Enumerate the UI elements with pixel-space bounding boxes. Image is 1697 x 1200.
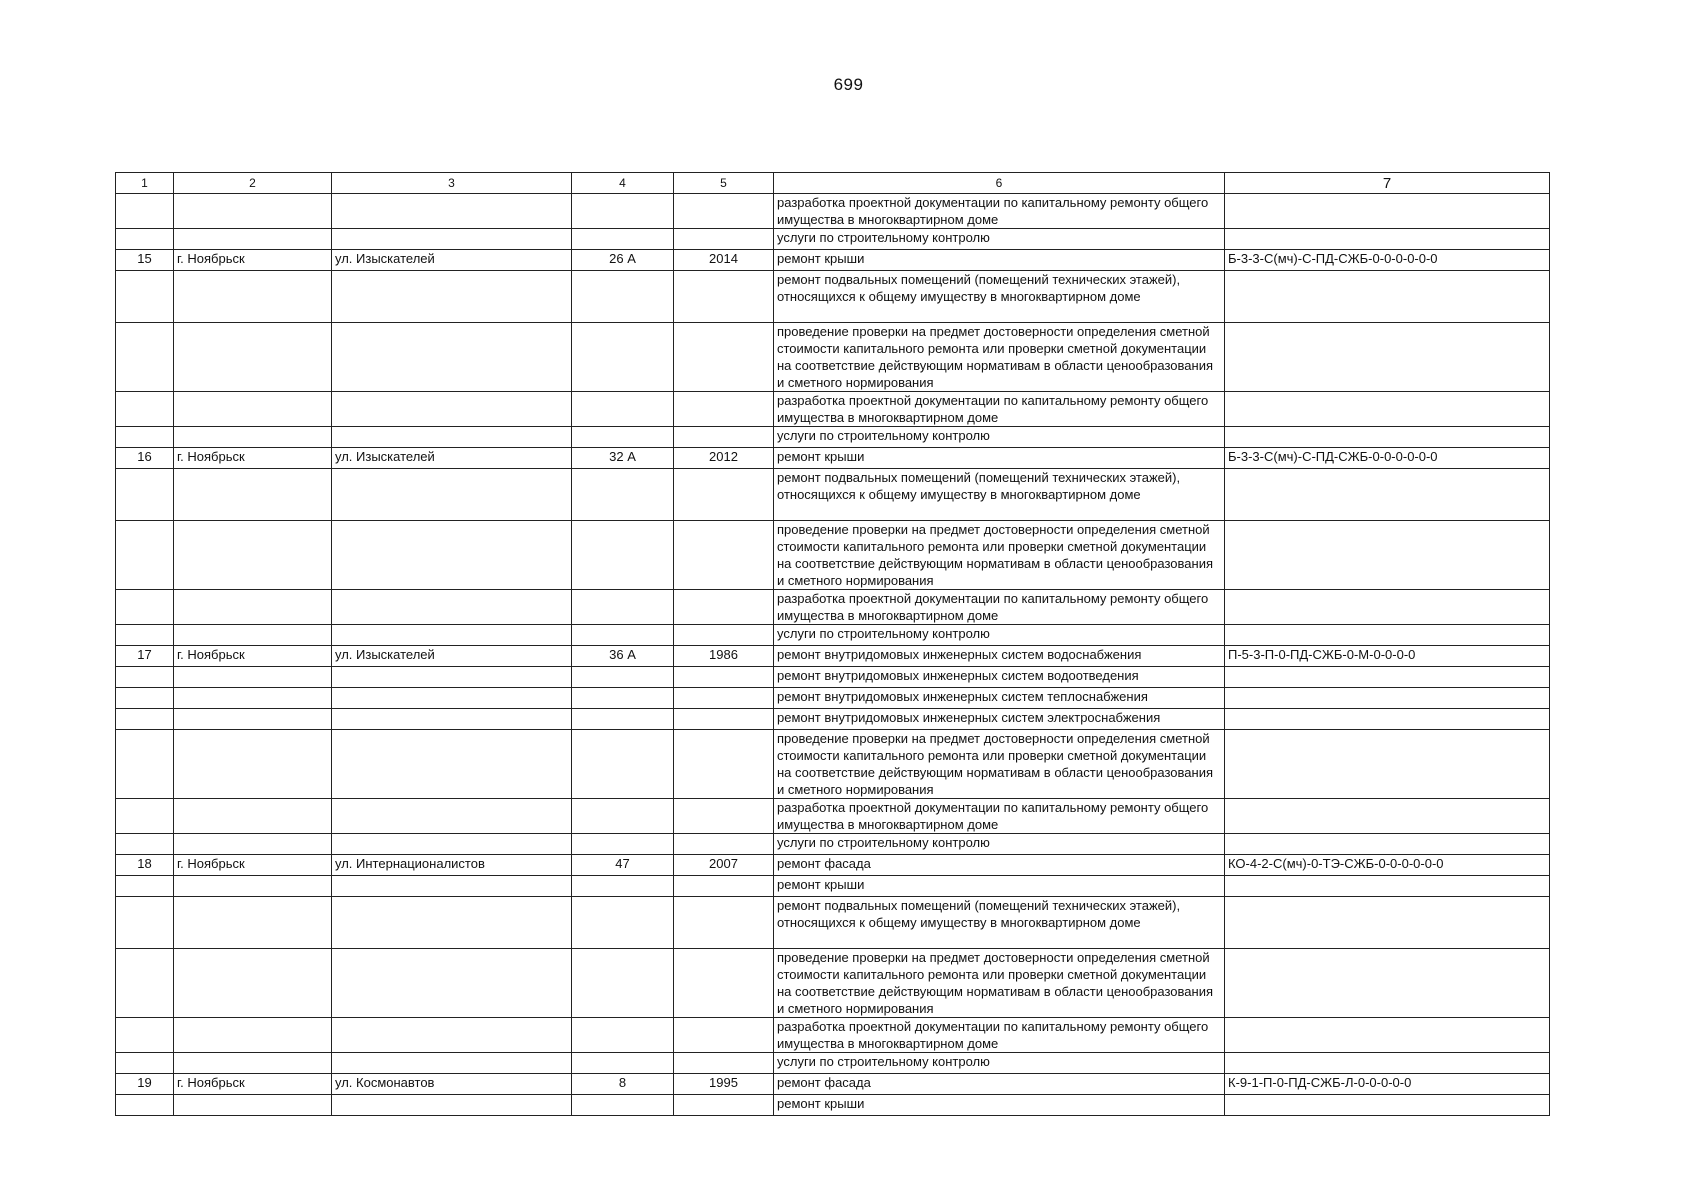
city-cell: г. Ноябрьск — [174, 448, 332, 469]
street-cell — [332, 730, 572, 799]
building-code-cell: Б-3-3-С(мч)-С-ПД-СЖБ-0-0-0-0-0-0 — [1225, 448, 1550, 469]
city-cell — [174, 730, 332, 799]
table-row — [116, 1053, 1550, 1074]
house-number-cell — [572, 834, 674, 855]
table-row — [116, 271, 1550, 323]
year-cell — [674, 590, 774, 625]
street-cell — [332, 427, 572, 448]
table-row — [116, 1074, 1550, 1095]
work-type-cell: ремонт фасада — [774, 1074, 1225, 1095]
row-number-cell — [116, 229, 174, 250]
row-number-cell — [116, 323, 174, 392]
house-number-cell — [572, 229, 674, 250]
work-type-cell: ремонт внутридомовых инженерных систем водоснабжения — [774, 646, 1225, 667]
work-type-cell: ремонт крыши — [774, 250, 1225, 271]
table-row — [116, 323, 1550, 392]
building-code-cell: К-9-1-П-0-ПД-СЖБ-Л-0-0-0-0-0 — [1225, 1074, 1550, 1095]
house-number-cell — [572, 688, 674, 709]
city-cell: г. Ноябрьск — [174, 646, 332, 667]
city-cell: г. Ноябрьск — [174, 1074, 332, 1095]
year-cell — [674, 949, 774, 1018]
house-number-cell — [572, 1018, 674, 1053]
house-number-cell — [572, 1053, 674, 1074]
year-cell: 1995 — [674, 1074, 774, 1095]
header-cell-1: 1 — [116, 173, 174, 194]
year-cell — [674, 897, 774, 949]
city-cell — [174, 427, 332, 448]
table-row — [116, 688, 1550, 709]
row-number-cell — [116, 469, 174, 521]
street-cell — [332, 709, 572, 730]
building-code-cell — [1225, 1095, 1550, 1116]
table-body — [116, 173, 1550, 1116]
work-type-cell: разработка проектной документации по капитальному ремонту общего имущества в многоквартирном доме — [774, 590, 1225, 625]
city-cell — [174, 876, 332, 897]
building-code-cell — [1225, 949, 1550, 1018]
house-number-cell — [572, 709, 674, 730]
row-number-cell — [116, 730, 174, 799]
street-cell — [332, 949, 572, 1018]
house-number-cell — [572, 876, 674, 897]
row-number-cell — [116, 1053, 174, 1074]
table-row — [116, 250, 1550, 271]
work-type-cell: разработка проектной документации по капитальному ремонту общего имущества в многоквартирном доме — [774, 194, 1225, 229]
building-code-cell — [1225, 1018, 1550, 1053]
street-cell — [332, 1095, 572, 1116]
street-cell: ул. Изыскателей — [332, 250, 572, 271]
year-cell — [674, 229, 774, 250]
street-cell — [332, 323, 572, 392]
table-row — [116, 667, 1550, 688]
header-cell-5: 5 — [674, 173, 774, 194]
work-type-cell: услуги по строительному контролю — [774, 1053, 1225, 1074]
table-row — [116, 194, 1550, 229]
row-number-cell — [116, 1095, 174, 1116]
table-row — [116, 949, 1550, 1018]
building-code-cell — [1225, 521, 1550, 590]
building-code-cell — [1225, 730, 1550, 799]
row-number-cell — [116, 590, 174, 625]
city-cell: г. Ноябрьск — [174, 855, 332, 876]
work-type-cell: ремонт крыши — [774, 448, 1225, 469]
work-type-cell: проведение проверки на предмет достоверности определения сметной стоимости капитального ремонта или проверки сметной документации на соответствие действующим нормативам в области ценообразования и сметного нормирования — [774, 949, 1225, 1018]
house-number-cell — [572, 194, 674, 229]
street-cell — [332, 688, 572, 709]
building-code-cell: П-5-3-П-0-ПД-СЖБ-0-М-0-0-0-0 — [1225, 646, 1550, 667]
street-cell: ул. Изыскателей — [332, 646, 572, 667]
city-cell — [174, 323, 332, 392]
house-number-cell — [572, 323, 674, 392]
table-row — [116, 1018, 1550, 1053]
house-number-cell — [572, 730, 674, 799]
city-cell — [174, 709, 332, 730]
street-cell: ул. Изыскателей — [332, 448, 572, 469]
house-number-cell — [572, 897, 674, 949]
year-cell — [674, 709, 774, 730]
header-cell-6: 6 — [774, 173, 1225, 194]
building-code-cell — [1225, 1053, 1550, 1074]
city-cell — [174, 590, 332, 625]
work-type-cell: проведение проверки на предмет достоверности определения сметной стоимости капитального ремонта или проверки сметной документации на соответствие действующим нормативам в области ценообразования и сметного нормирования — [774, 521, 1225, 590]
work-type-cell: проведение проверки на предмет достоверности определения сметной стоимости капитального ремонта или проверки сметной документации на соответствие действующим нормативам в области ценообразования и сметного нормирования — [774, 730, 1225, 799]
street-cell — [332, 229, 572, 250]
year-cell — [674, 521, 774, 590]
building-code-cell — [1225, 799, 1550, 834]
row-number-cell — [116, 521, 174, 590]
row-number-cell — [116, 799, 174, 834]
city-cell: г. Ноябрьск — [174, 250, 332, 271]
row-number-cell — [116, 667, 174, 688]
building-code-cell — [1225, 709, 1550, 730]
building-code-cell — [1225, 323, 1550, 392]
house-number-cell: 36 А — [572, 646, 674, 667]
work-type-cell: услуги по строительному контролю — [774, 625, 1225, 646]
table-row — [116, 521, 1550, 590]
page-number: 699 — [833, 75, 864, 94]
work-type-cell: проведение проверки на предмет достоверности определения сметной стоимости капитального ремонта или проверки сметной документации на соответствие действующим нормативам в области ценообразования и сметного нормирования — [774, 323, 1225, 392]
year-cell — [674, 667, 774, 688]
work-type-cell: ремонт внутридомовых инженерных систем теплоснабжения — [774, 688, 1225, 709]
house-number-cell — [572, 667, 674, 688]
row-number-cell — [116, 897, 174, 949]
street-cell: ул. Космонавтов — [332, 1074, 572, 1095]
house-number-cell — [572, 625, 674, 646]
row-number-cell — [116, 625, 174, 646]
building-code-cell — [1225, 392, 1550, 427]
table-row — [116, 392, 1550, 427]
year-cell: 2012 — [674, 448, 774, 469]
street-cell — [332, 897, 572, 949]
street-cell — [332, 799, 572, 834]
year-cell — [674, 834, 774, 855]
work-type-cell: ремонт подвальных помещений (помещений технических этажей), относящихся к общему имуществу в многоквартирном доме — [774, 469, 1225, 521]
building-code-cell — [1225, 834, 1550, 855]
work-type-cell: услуги по строительному контролю — [774, 229, 1225, 250]
city-cell — [174, 667, 332, 688]
building-code-cell — [1225, 876, 1550, 897]
city-cell — [174, 688, 332, 709]
building-code-cell — [1225, 667, 1550, 688]
header-cell-7: 7 — [1225, 173, 1550, 194]
street-cell — [332, 625, 572, 646]
row-number-cell — [116, 427, 174, 448]
building-code-cell — [1225, 271, 1550, 323]
city-cell — [174, 392, 332, 427]
work-type-cell: ремонт подвальных помещений (помещений технических этажей), относящихся к общему имуществу в многоквартирном доме — [774, 897, 1225, 949]
work-type-cell: ремонт фасада — [774, 855, 1225, 876]
street-cell — [332, 876, 572, 897]
building-code-cell — [1225, 897, 1550, 949]
work-type-cell: услуги по строительному контролю — [774, 834, 1225, 855]
building-code-cell — [1225, 688, 1550, 709]
row-number-cell — [116, 688, 174, 709]
year-cell — [674, 1053, 774, 1074]
year-cell — [674, 194, 774, 229]
year-cell — [674, 625, 774, 646]
year-cell — [674, 469, 774, 521]
street-cell — [332, 194, 572, 229]
street-cell — [332, 834, 572, 855]
city-cell — [174, 229, 332, 250]
table-row — [116, 709, 1550, 730]
street-cell — [332, 271, 572, 323]
work-type-cell: ремонт внутридомовых инженерных систем электроснабжения — [774, 709, 1225, 730]
street-cell — [332, 1018, 572, 1053]
city-cell — [174, 469, 332, 521]
city-cell — [174, 1053, 332, 1074]
building-code-cell — [1225, 194, 1550, 229]
year-cell: 2014 — [674, 250, 774, 271]
city-cell — [174, 897, 332, 949]
year-cell — [674, 427, 774, 448]
year-cell — [674, 730, 774, 799]
house-number-cell — [572, 949, 674, 1018]
work-type-cell: ремонт подвальных помещений (помещений технических этажей), относящихся к общему имуществу в многоквартирном доме — [774, 271, 1225, 323]
year-cell — [674, 392, 774, 427]
building-code-cell — [1225, 229, 1550, 250]
street-cell — [332, 667, 572, 688]
table-row — [116, 834, 1550, 855]
building-code-cell — [1225, 427, 1550, 448]
house-number-cell: 26 А — [572, 250, 674, 271]
work-type-cell: услуги по строительному контролю — [774, 427, 1225, 448]
city-cell — [174, 271, 332, 323]
table-row — [116, 646, 1550, 667]
house-number-cell — [572, 469, 674, 521]
row-number-cell — [116, 949, 174, 1018]
house-number-cell — [572, 590, 674, 625]
street-cell — [332, 1053, 572, 1074]
table-row — [116, 1095, 1550, 1116]
house-number-cell — [572, 392, 674, 427]
header-cell-2: 2 — [174, 173, 332, 194]
building-code-cell — [1225, 469, 1550, 521]
house-number-cell: 47 — [572, 855, 674, 876]
street-cell — [332, 469, 572, 521]
table-row — [116, 590, 1550, 625]
year-cell — [674, 271, 774, 323]
work-type-cell: ремонт крыши — [774, 1095, 1225, 1116]
row-number-cell — [116, 1018, 174, 1053]
year-cell — [674, 876, 774, 897]
street-cell — [332, 590, 572, 625]
row-number-cell — [116, 709, 174, 730]
city-cell — [174, 834, 332, 855]
row-number-cell: 18 — [116, 855, 174, 876]
house-number-cell: 32 А — [572, 448, 674, 469]
row-number-cell — [116, 834, 174, 855]
row-number-cell — [116, 194, 174, 229]
year-cell — [674, 688, 774, 709]
table-header-row — [116, 173, 1550, 194]
year-cell — [674, 323, 774, 392]
table-row — [116, 897, 1550, 949]
house-number-cell — [572, 271, 674, 323]
table-row — [116, 448, 1550, 469]
building-code-cell: Б-3-3-С(мч)-С-ПД-СЖБ-0-0-0-0-0-0 — [1225, 250, 1550, 271]
row-number-cell — [116, 271, 174, 323]
city-cell — [174, 1018, 332, 1053]
table-row — [116, 876, 1550, 897]
row-number-cell — [116, 392, 174, 427]
row-number-cell: 17 — [116, 646, 174, 667]
header-cell-4: 4 — [572, 173, 674, 194]
house-number-cell — [572, 1095, 674, 1116]
year-cell: 2007 — [674, 855, 774, 876]
street-cell — [332, 392, 572, 427]
work-type-cell: разработка проектной документации по капитальному ремонту общего имущества в многоквартирном доме — [774, 392, 1225, 427]
row-number-cell — [116, 876, 174, 897]
row-number-cell: 19 — [116, 1074, 174, 1095]
house-number-cell — [572, 427, 674, 448]
header-cell-3: 3 — [332, 173, 572, 194]
building-code-cell — [1225, 590, 1550, 625]
work-type-cell: разработка проектной документации по капитальному ремонту общего имущества в многоквартирном доме — [774, 1018, 1225, 1053]
table-row — [116, 730, 1550, 799]
table-row — [116, 625, 1550, 646]
house-number-cell: 8 — [572, 1074, 674, 1095]
table-row — [116, 469, 1550, 521]
house-number-cell — [572, 799, 674, 834]
table-row — [116, 799, 1550, 834]
year-cell — [674, 1018, 774, 1053]
city-cell — [174, 1095, 332, 1116]
city-cell — [174, 949, 332, 1018]
year-cell — [674, 799, 774, 834]
building-code-cell — [1225, 625, 1550, 646]
city-cell — [174, 799, 332, 834]
city-cell — [174, 194, 332, 229]
city-cell — [174, 625, 332, 646]
street-cell — [332, 521, 572, 590]
work-type-cell: ремонт внутридомовых инженерных систем водоотведения — [774, 667, 1225, 688]
year-cell: 1986 — [674, 646, 774, 667]
work-type-cell: разработка проектной документации по капитальному ремонту общего имущества в многоквартирном доме — [774, 799, 1225, 834]
repair-table — [115, 172, 1550, 1116]
row-number-cell: 15 — [116, 250, 174, 271]
year-cell — [674, 1095, 774, 1116]
table-row — [116, 855, 1550, 876]
house-number-cell — [572, 521, 674, 590]
table-row — [116, 229, 1550, 250]
street-cell: ул. Интернационалистов — [332, 855, 572, 876]
building-code-cell: КО-4-2-С(мч)-0-ТЭ-СЖБ-0-0-0-0-0-0 — [1225, 855, 1550, 876]
table-row — [116, 427, 1550, 448]
work-type-cell: ремонт крыши — [774, 876, 1225, 897]
row-number-cell: 16 — [116, 448, 174, 469]
city-cell — [174, 521, 332, 590]
